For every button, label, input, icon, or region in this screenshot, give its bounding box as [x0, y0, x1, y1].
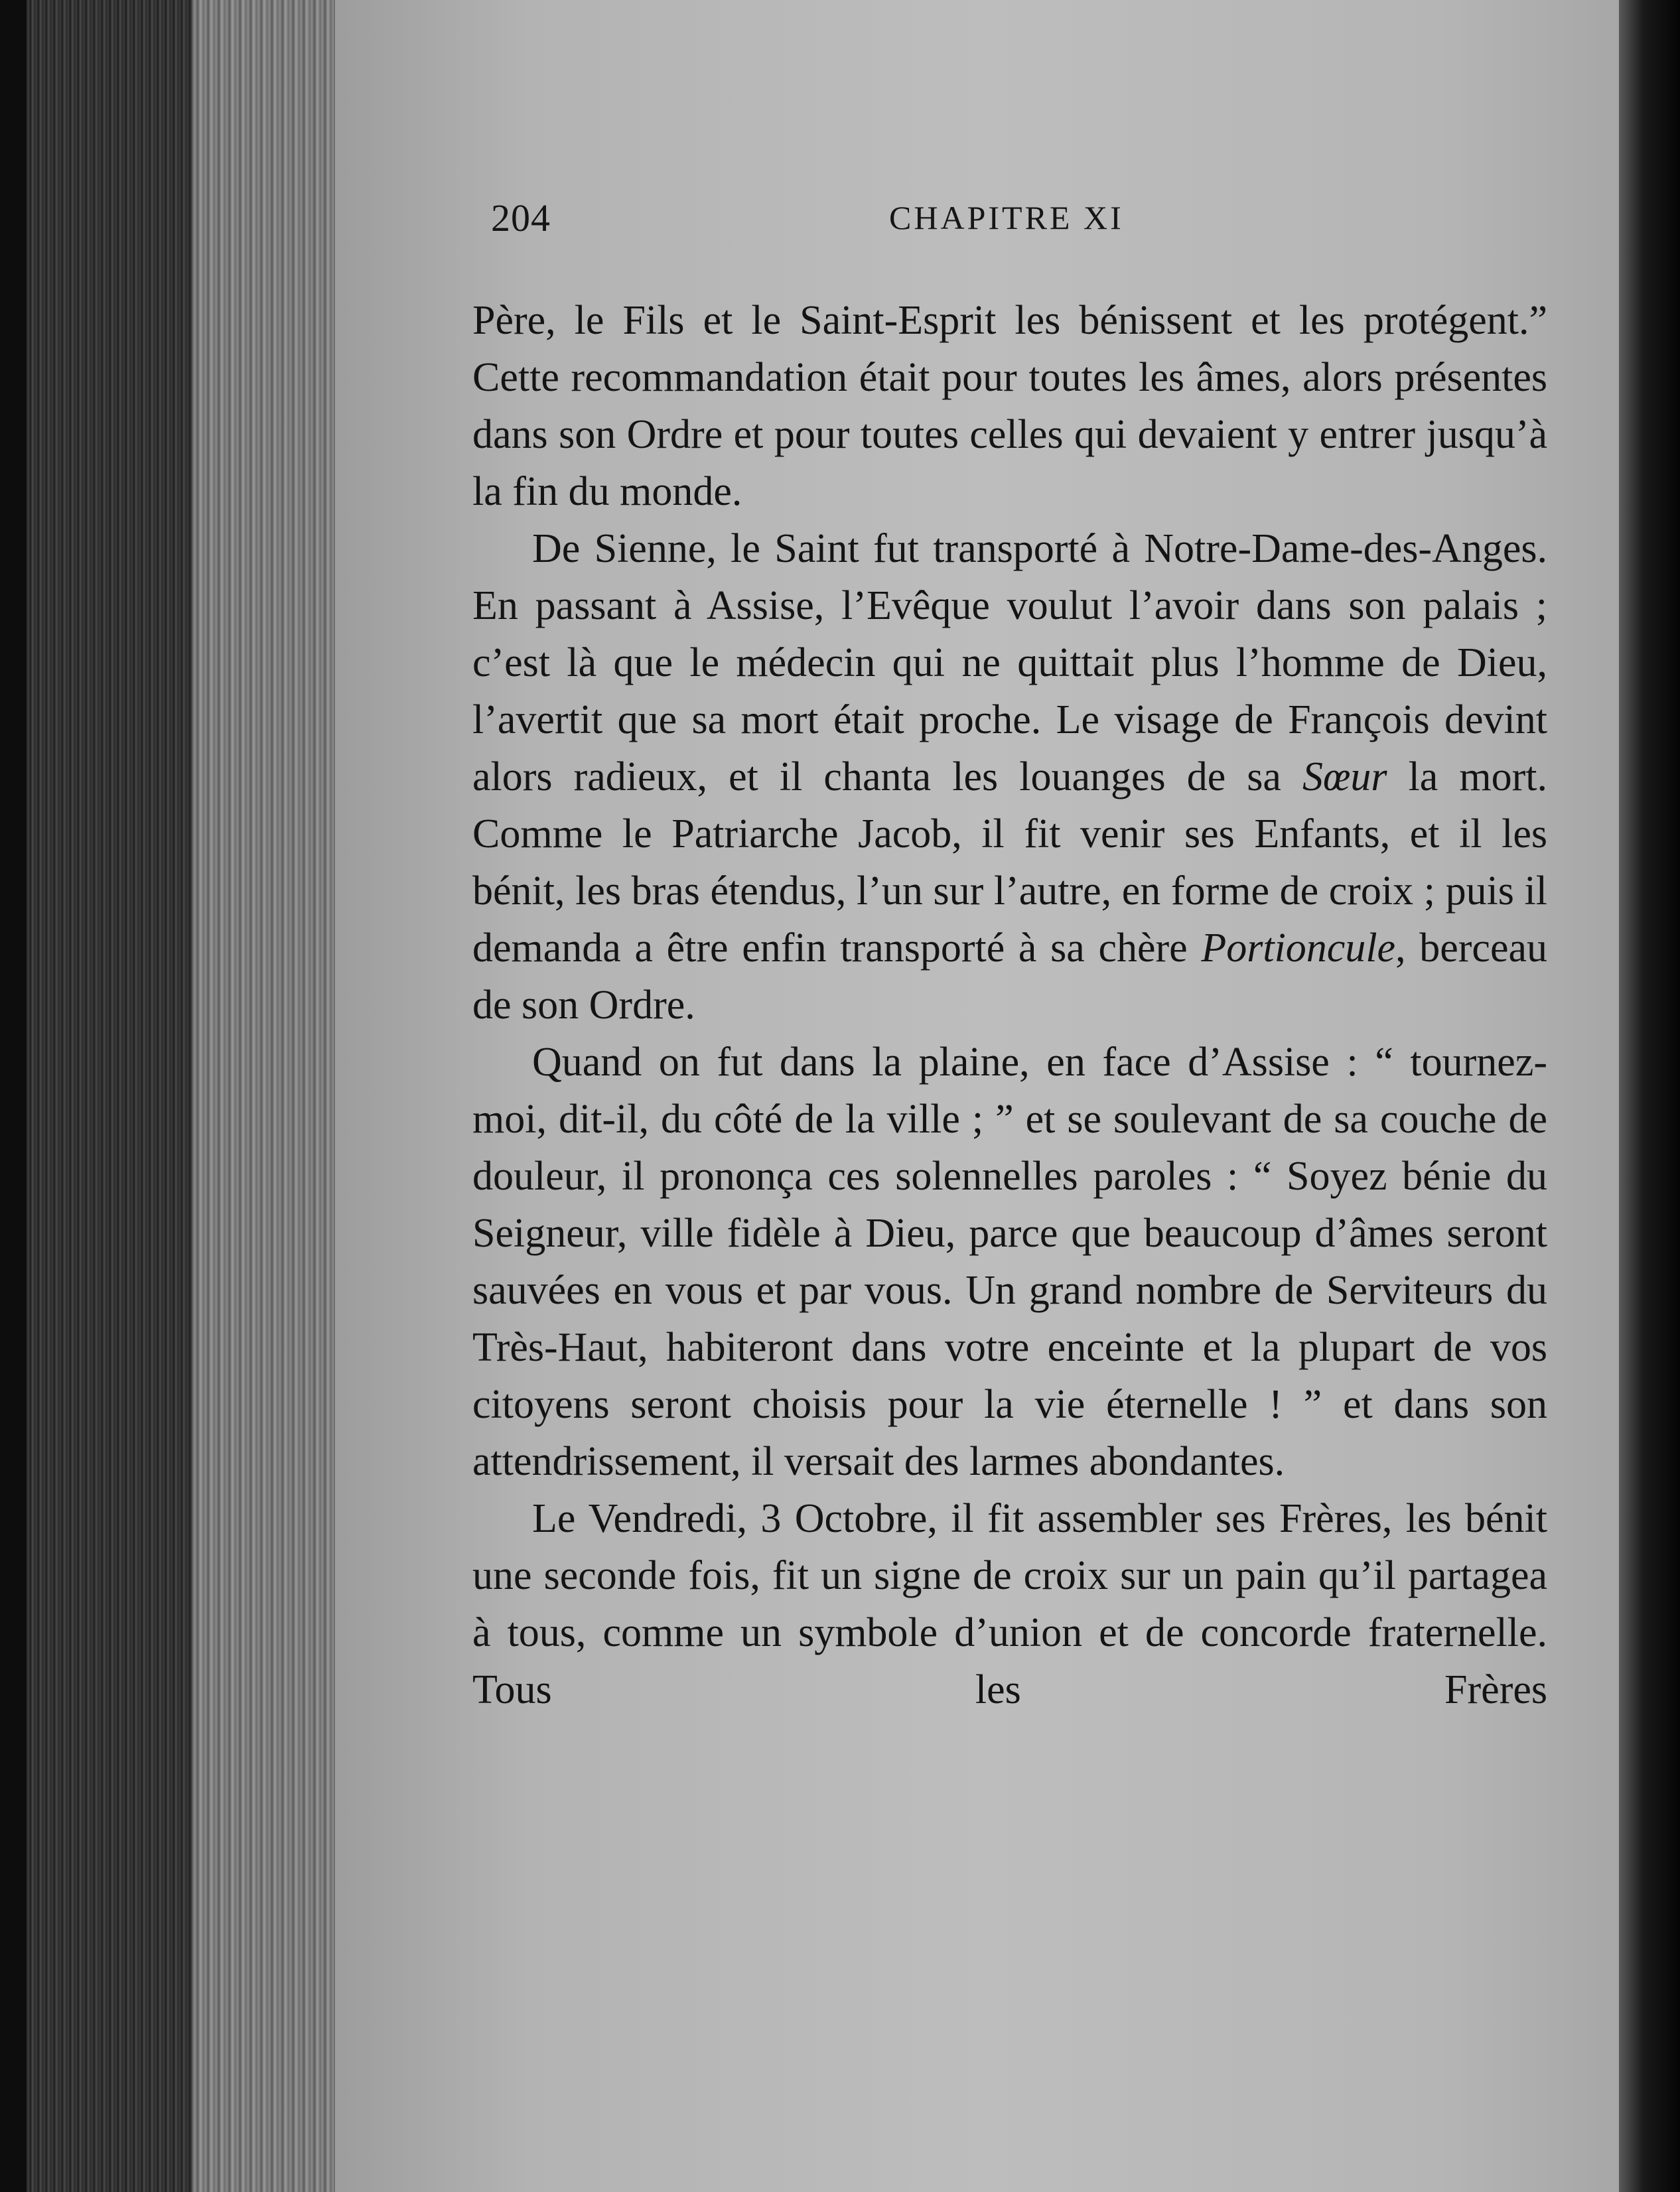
paragraph-2-text-c: la mort. Comme le Patriarche Jacob, il fit venir ses Enfants, et il les bénit, les bras étendus, l’un sur l’autre, en forme de croix ; puis il demanda a être enfin transporté à sa chère	[472, 754, 1547, 971]
page-number: 204	[491, 196, 551, 240]
paragraph-4: Le Vendredi, 3 Octobre, il fit assembler ses Frères, les bénit une seconde fois, fit un signe de croix sur un pain qu’il partagea à tous, comme un symbole d’union et de concorde fraternelle. Tous les Frères	[472, 1496, 1547, 1712]
page-stack-edges	[192, 0, 345, 2192]
running-head	[491, 196, 1579, 255]
paragraph-3: Quand on fut dans la plaine, en face d’Assise : “ tournez-moi, dit-il, du côté de la ville ; ” et se soulevant de sa couche de douleur, il prononça ces solennelles paroles : “ Soyez bénie du Seigneur, ville fidèle à Dieu, parce que beaucoup d’âmes seront sauvées en vous et par vous. Un grand nombre de Serviteurs du Très-Haut, habiteront dans votre enceinte et la plupart de vos citoyens seront choisis pour la vie éternelle ! ” et dans son attendrissement, il versait des larmes abondantes.	[472, 1040, 1547, 1484]
paragraph-2	[472, 520, 1547, 1034]
gutter-shadow	[1619, 0, 1680, 2192]
body-text	[472, 292, 1547, 1718]
paragraph-2-text-e: , berceau de son Ordre.	[472, 925, 1547, 1028]
paragraph-2-text-a: De Sienne, le Saint fut transporté à Notre-Dame-des-Anges. En passant à Assise, l’Evêque voulut l’avoir dans son palais ; c’est là que le médecin qui ne quittait plus l’homme de Dieu, l’avertit que sa mort était proche. Le visage de François devint alors radieux, et il chanta les louanges de sa	[472, 526, 1547, 799]
chapter-title: CHAPITRE XI	[889, 199, 1124, 236]
italic-portioncule: Portioncule	[1201, 925, 1396, 971]
italic-soeur: Sœur	[1302, 754, 1387, 799]
paragraph-1: Père, le Fils et le Saint-Esprit les bénissent et les protégent.” Cette recommandation était pour toutes les âmes, alors présentes dans son Ordre et pour toutes celles qui devaient y entrer jusqu’à la fin du monde.	[472, 298, 1547, 514]
